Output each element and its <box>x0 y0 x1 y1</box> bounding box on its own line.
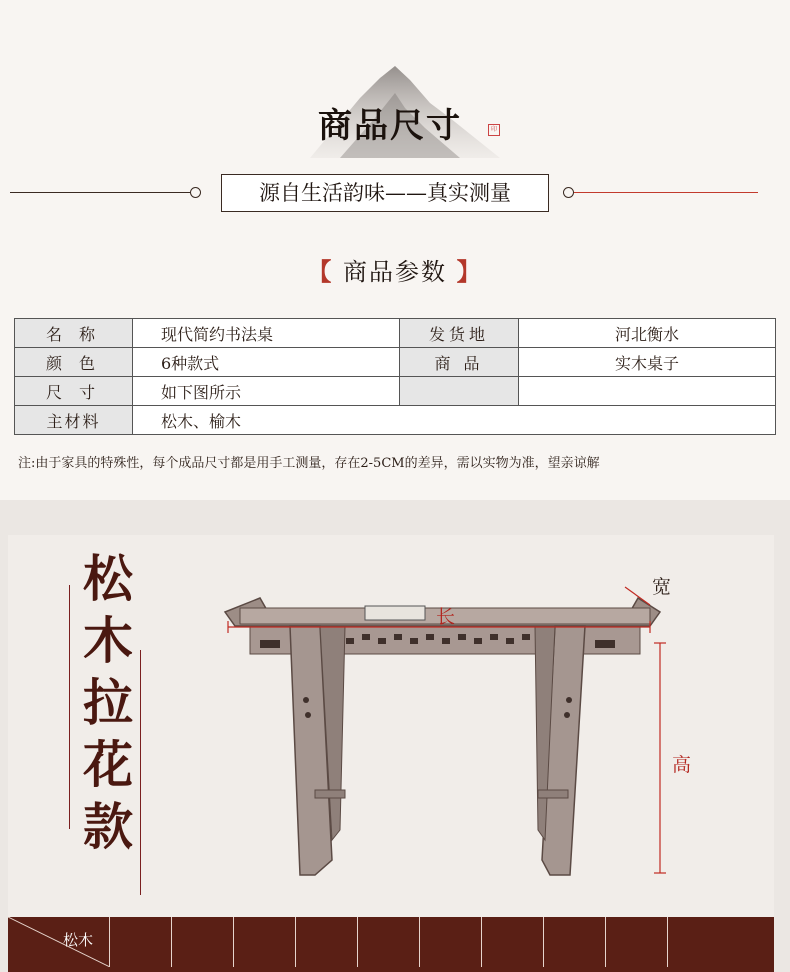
param-label <box>400 377 519 406</box>
param-label: 颜 色 <box>15 348 133 377</box>
decor-line <box>69 585 70 829</box>
table-row <box>15 377 776 406</box>
param-value: 河北衡水 <box>519 319 776 348</box>
size-table-corner <box>8 917 110 967</box>
param-value: 如下图所示 <box>133 377 400 406</box>
seal-stamp: 印 <box>488 124 500 136</box>
param-value: 6种款式 <box>133 348 400 377</box>
param-value <box>519 377 776 406</box>
table-cell <box>172 917 234 967</box>
table-row <box>15 348 776 377</box>
height-label: 高 <box>672 754 692 776</box>
param-value: 松木、榆木 <box>133 406 776 435</box>
length-label: 长 <box>436 606 456 628</box>
tagline-box: 源自生活韵味——真实测量 <box>221 174 549 212</box>
table-row <box>8 917 774 967</box>
divider-right <box>570 192 758 193</box>
param-value: 现代简约书法桌 <box>133 319 400 348</box>
table-cell <box>544 917 606 967</box>
table-cell <box>482 917 544 967</box>
table-cell <box>234 917 296 967</box>
table-cell <box>296 917 358 967</box>
decor-line <box>140 650 141 895</box>
table-row <box>15 406 776 435</box>
table-cell <box>420 917 482 967</box>
left-bracket-icon: 【 <box>307 257 334 286</box>
table-cell <box>110 917 172 967</box>
size-table-row-label: 松木 <box>63 931 94 949</box>
table-cell <box>668 917 729 967</box>
diagonal-divider <box>8 917 110 967</box>
divider-left <box>10 192 198 193</box>
brush-title: 商品尺寸 <box>318 106 462 146</box>
right-bracket-icon: 】 <box>456 257 483 286</box>
disclaimer-note: 注:由于家具的特殊性，每个成品尺寸都是用手工测量，存在2-5CM的差异，需以实物为准，望亲谅解 <box>18 456 600 471</box>
params-section-title <box>0 252 790 287</box>
param-label: 尺 寸 <box>15 377 133 406</box>
params-table <box>14 318 776 435</box>
param-label: 名 称 <box>15 319 133 348</box>
size-table <box>8 917 774 972</box>
table-cell <box>606 917 668 967</box>
param-label: 商 品 <box>400 348 519 377</box>
divider-right-dot <box>563 187 574 198</box>
params-title-text: 商品参数 <box>343 258 447 286</box>
table-row <box>15 319 776 348</box>
param-label: 发货地 <box>400 319 519 348</box>
width-label: 宽 <box>652 576 672 598</box>
param-label: 主材料 <box>15 406 133 435</box>
divider-left-dot <box>190 187 201 198</box>
product-style-title: 松木拉花款 <box>83 549 133 856</box>
param-value: 实木桌子 <box>519 348 776 377</box>
table-cell <box>358 917 420 967</box>
